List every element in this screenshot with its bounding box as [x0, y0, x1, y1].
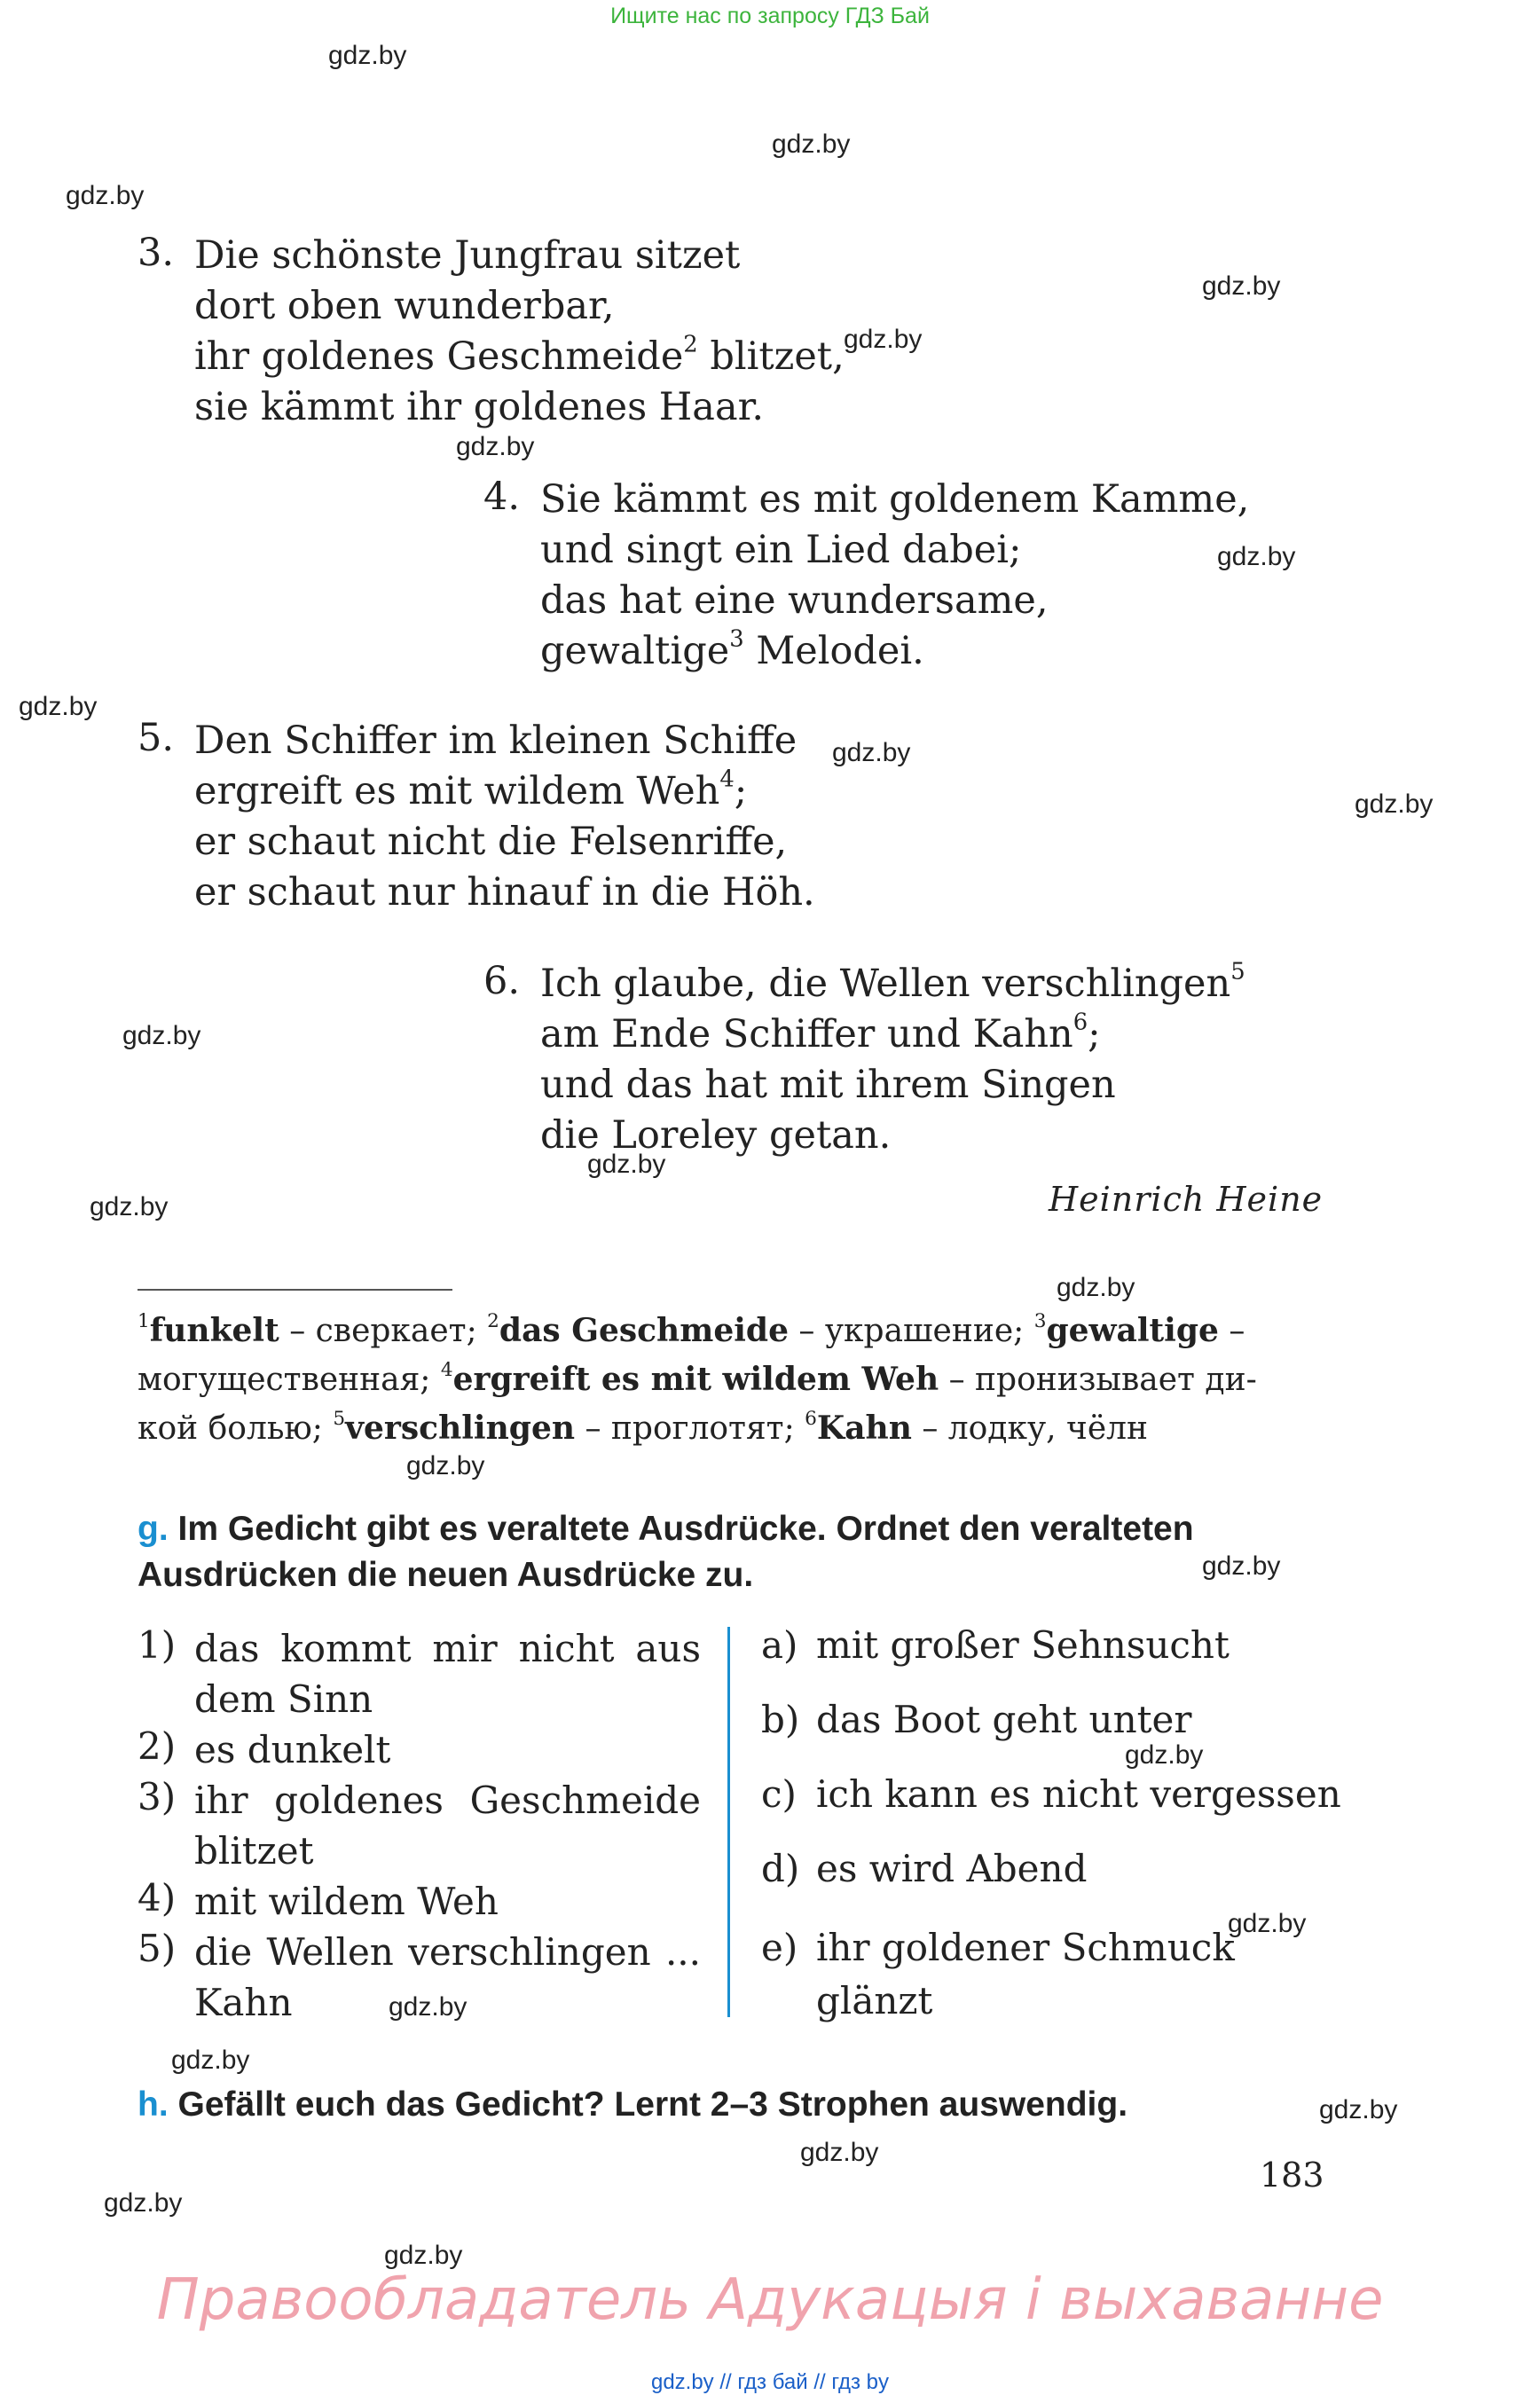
- footnote-divider: [138, 1289, 452, 1291]
- poem-line: Den Schiffer im kleinen Schiffe: [194, 719, 798, 763]
- watermark: gdz.by: [90, 1192, 169, 1221]
- poem-line: die Loreley getan.: [540, 1113, 892, 1158]
- list-item: b) das Boot geht unter: [761, 1698, 1192, 1741]
- watermark: gdz.by: [406, 1451, 485, 1480]
- top-banner[interactable]: Ищите нас по запросу ГДЗ Бай: [610, 4, 930, 28]
- task-letter: g.: [138, 1510, 169, 1548]
- list-item: 1) das kommt mir nicht aus dem Sinn: [138, 1623, 701, 1721]
- footnote-ref: 6: [1072, 1009, 1088, 1036]
- watermark: gdz.by: [66, 181, 145, 210]
- old-expressions-list: [138, 1623, 701, 2028]
- watermark: gdz.by: [832, 738, 911, 767]
- poem-line: er schaut nicht die Felsenriffe,: [194, 820, 788, 864]
- poem-line: Ich glaube, die Wellen verschlingen$^5$: [540, 958, 1245, 1006]
- watermark: gdz.by: [1228, 1909, 1307, 1938]
- watermark: gdz.by: [844, 325, 923, 354]
- list-item: a) mit großer Sehnsucht: [761, 1623, 1230, 1667]
- footnote-ref: 4: [719, 766, 735, 793]
- poem-line: Die schönste Jungfrau sitzet: [194, 233, 741, 278]
- watermark: gdz.by: [19, 692, 98, 721]
- task-letter: h.: [138, 2085, 169, 2124]
- list-item: 5) die Wellen verschlingen ... Kahn: [138, 1927, 701, 2024]
- poem-line: er schaut nur hinauf in die Höh.: [194, 870, 815, 915]
- watermark: gdz.by: [1355, 789, 1434, 819]
- watermark: gdz.by: [122, 1021, 201, 1050]
- poem-line: ergreift es mit wildem Weh$^4$;: [194, 766, 748, 813]
- footnote-line: $^1$funkelt – сверкает; $^2$das Geschmeide – украшение; $^3$gewaltige –: [138, 1309, 1245, 1349]
- poem-line: gewaltige$^3$ Melodei.: [540, 625, 924, 673]
- footnote-line: кой болью; $^5$verschlingen – проглотят; $^6$Kahn – лодку, чёлн: [138, 1407, 1149, 1447]
- footnote-ref: 3: [729, 625, 744, 653]
- watermark: gdz.by: [772, 130, 851, 159]
- list-item: 2) es dunkelt: [138, 1724, 391, 1771]
- column-divider: [727, 1627, 730, 2017]
- watermark: gdz.by: [456, 432, 535, 461]
- poem-line: und das hat mit ihrem Singen: [540, 1063, 1116, 1107]
- poem-author: Heinrich Heine: [1049, 1180, 1324, 1219]
- watermark: gdz.by: [1057, 1273, 1135, 1302]
- stanza-number: 5.: [138, 716, 175, 760]
- task-h: [138, 2082, 1128, 2128]
- footnote-ref: 5: [1230, 958, 1245, 986]
- list-item: c) ich kann es nicht vergessen: [761, 1772, 1341, 1816]
- watermark: gdz.by: [1217, 542, 1296, 571]
- watermark: gdz.by: [328, 41, 407, 70]
- list-item: 3) ihr goldenes Geschmeide blitzet: [138, 1775, 701, 1873]
- stanza-number: 3.: [138, 231, 175, 275]
- watermark: gdz.by: [1319, 2095, 1398, 2124]
- poem-line: Sie kämmt es mit goldenem Kamme,: [540, 477, 1250, 522]
- watermark: gdz.by: [1125, 1740, 1204, 1770]
- list-item: d) es wird Abend: [761, 1847, 1088, 1890]
- footnotes: [138, 1307, 1326, 1453]
- poem-line: ihr goldenes Geschmeide$^2$ blitzet,: [194, 331, 845, 379]
- list-item: 4) mit wildem Weh: [138, 1876, 499, 1923]
- bottom-links[interactable]: gdz.by // гдз бай // гдз by: [650, 2370, 890, 2394]
- watermark: gdz.by: [587, 1150, 666, 1179]
- watermark: gdz.by: [389, 1992, 468, 2022]
- task-text: Ausdrücken die neuen Ausdrücke zu.: [138, 1556, 754, 1594]
- task-text: Im Gedicht gibt es veraltete Ausdrücke. Ordnet den veralteten: [177, 1510, 1194, 1548]
- poem-line: am Ende Schiffer und Kahn$^6$;: [540, 1009, 1101, 1056]
- watermark: gdz.by: [800, 2138, 879, 2167]
- task-g: [138, 1506, 1194, 1598]
- page-number: 183: [1260, 2156, 1324, 2195]
- watermark: gdz.by: [1202, 1551, 1281, 1581]
- poem-line: und singt ein Lied dabei;: [540, 528, 1022, 572]
- task-text: Gefällt euch das Gedicht? Lernt 2–3 Strophen auswendig.: [177, 2085, 1128, 2124]
- poem-line: das hat eine wundersame,: [540, 578, 1049, 623]
- watermark: gdz.by: [1202, 271, 1281, 301]
- list-item: e) ihr goldener Schmuck glänzt: [761, 1926, 1235, 2022]
- poem-line: dort oben wunderbar,: [194, 284, 615, 328]
- stanza-number: 4.: [483, 475, 521, 519]
- watermark: gdz.by: [171, 2046, 250, 2075]
- watermark: gdz.by: [104, 2188, 183, 2218]
- poem-line: sie kämmt ihr goldenes Haar.: [194, 385, 765, 429]
- footnote-ref: 2: [683, 331, 698, 358]
- watermark: gdz.by: [384, 2241, 463, 2270]
- copyright-notice: Правообладатель Адукацыя і выхаванне: [156, 2267, 1384, 2333]
- stanza-number: 6.: [483, 959, 521, 1003]
- footnote-line: могущественная; $^4$ergreift es mit wildem Weh – пронизывает ди-: [138, 1358, 1257, 1398]
